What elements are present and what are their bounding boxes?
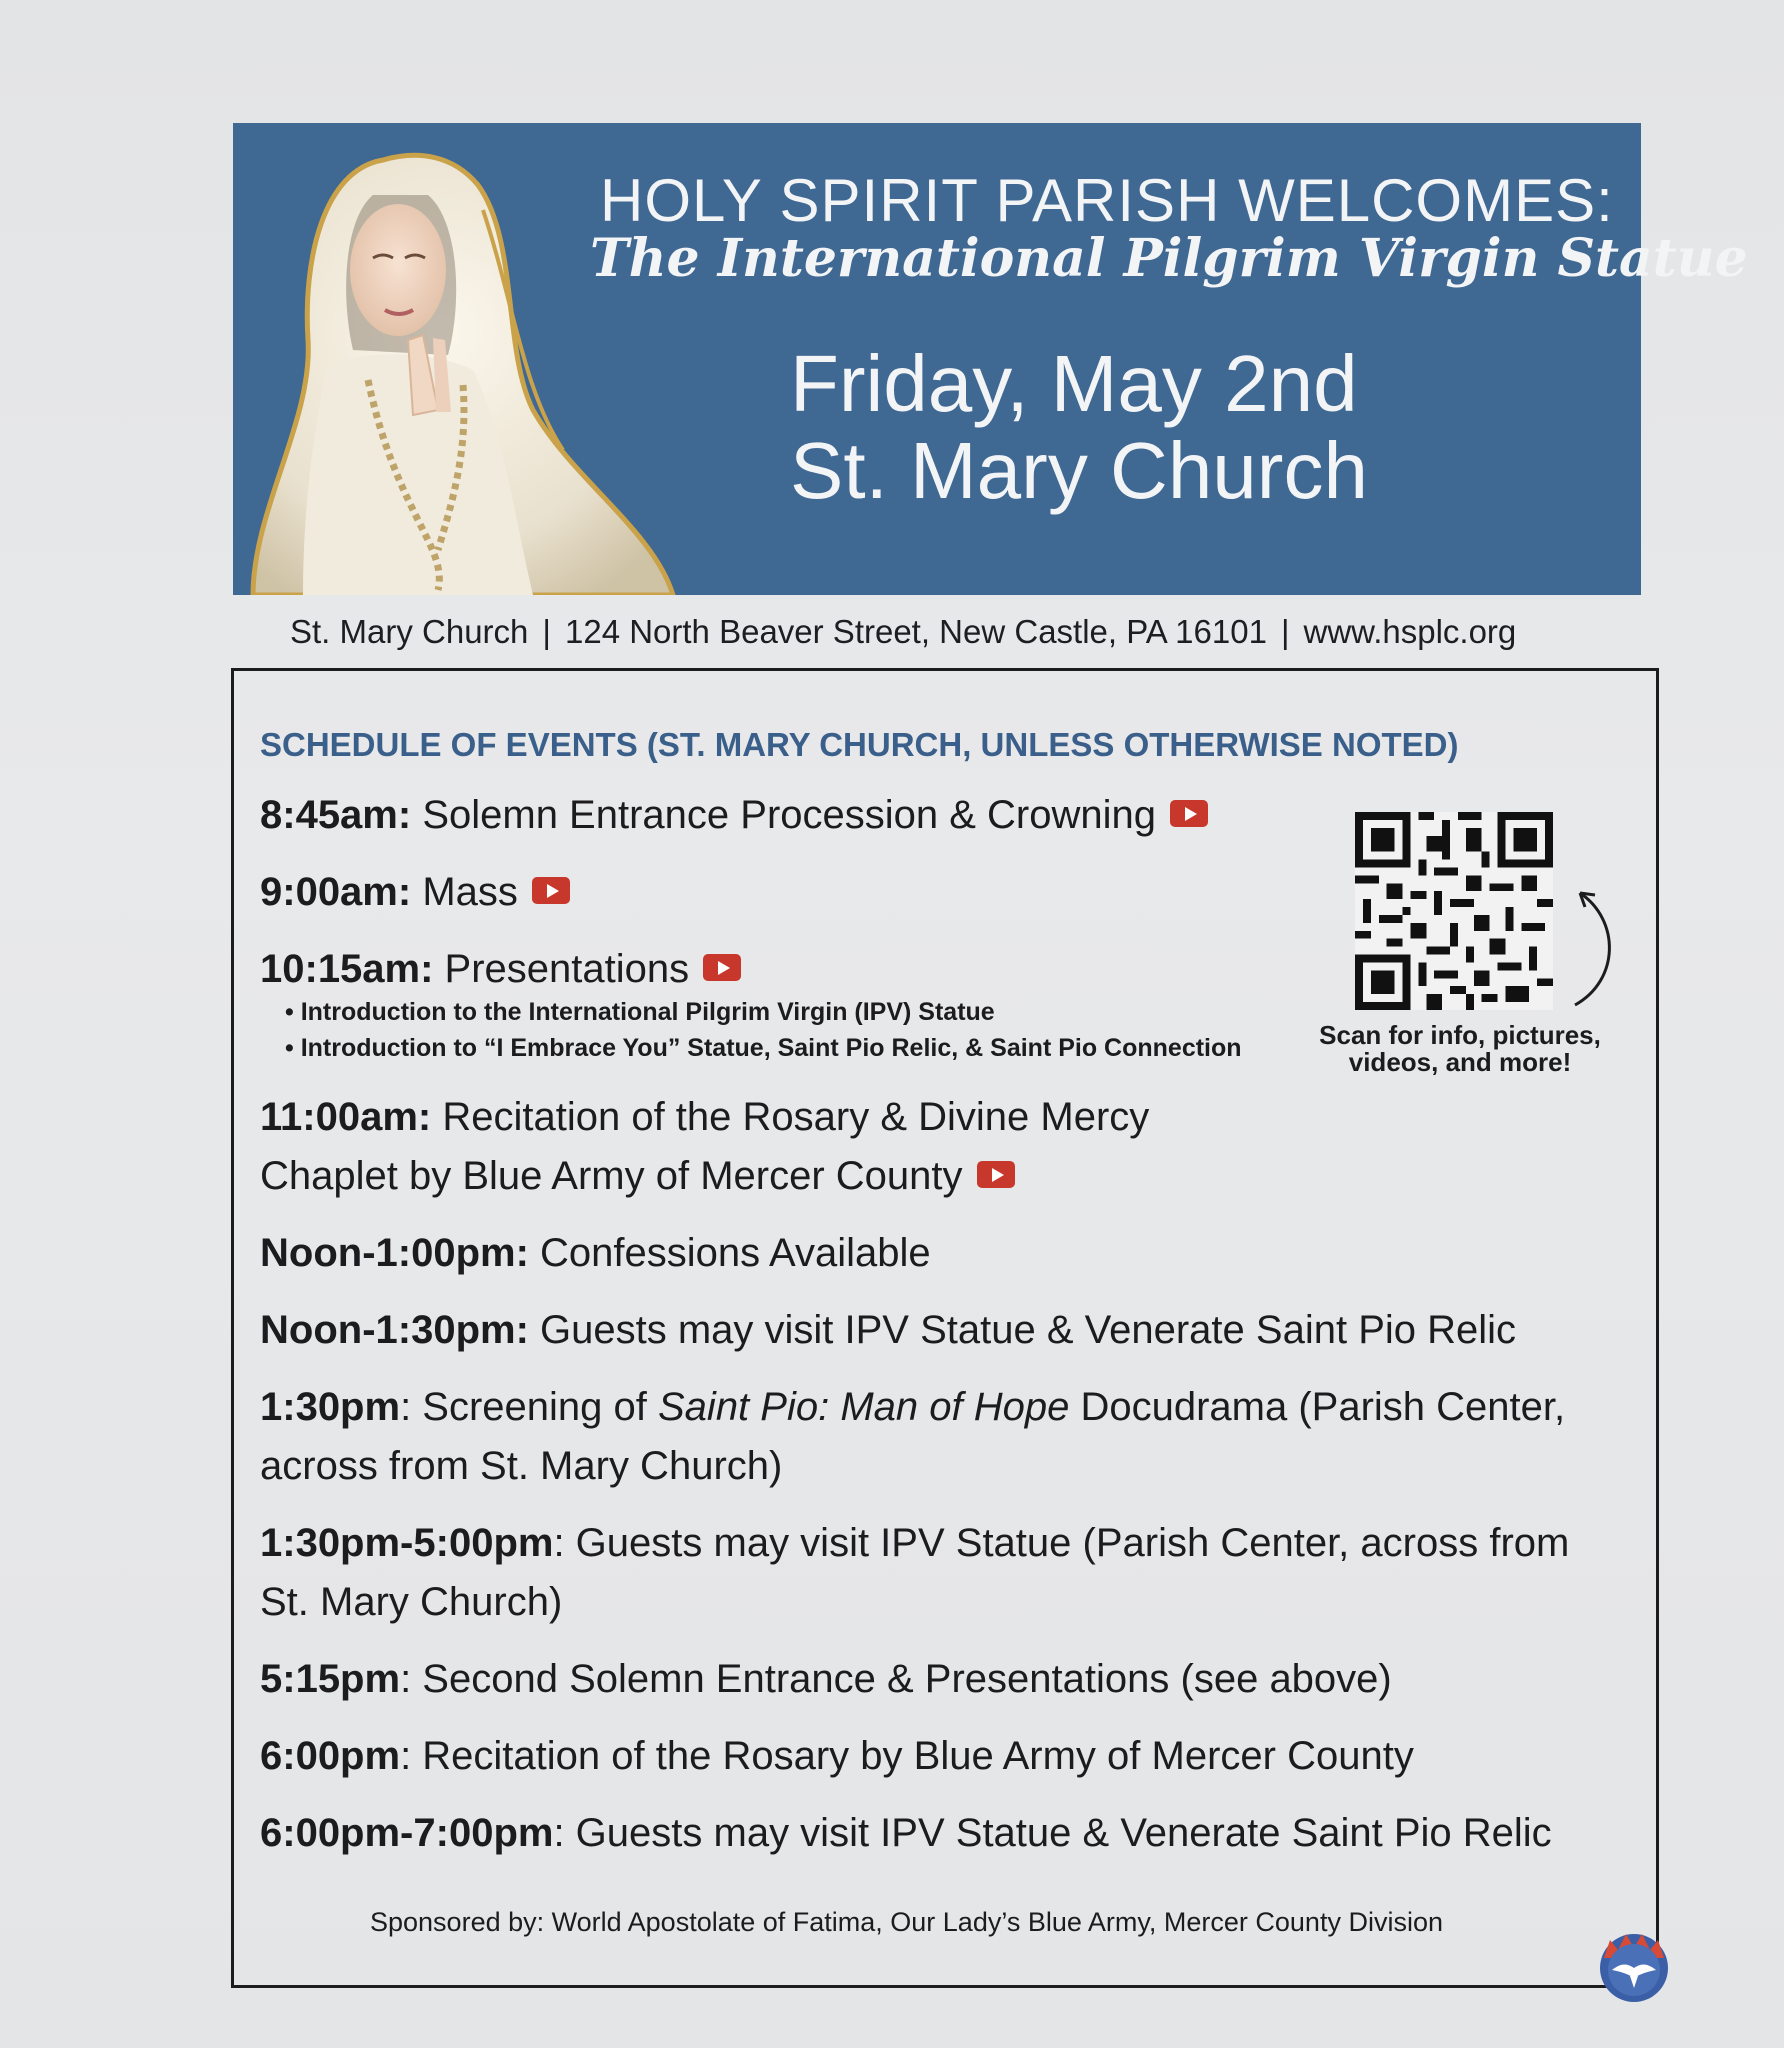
event-text: St. Mary Church) (260, 1580, 563, 1624)
event-time: Noon-1:30pm: (260, 1308, 529, 1352)
video-play-icon[interactable] (977, 1161, 1015, 1188)
event-item (260, 862, 570, 922)
schedule-heading: SCHEDULE OF EVENTS (ST. MARY CHURCH, UNLESS OTHERWISE NOTED) (260, 726, 1459, 763)
event-item-continued (260, 1572, 562, 1632)
event-date: Friday, May 2nd (790, 339, 1358, 428)
qr-caption-line: Scan for info, pictures, (1319, 1020, 1601, 1050)
event-time: 6:00pm-7:00pm (260, 1811, 554, 1855)
presentation-bullet: • Introduction to the International Pilgrim Virgin (IPV) Statue (285, 998, 995, 1026)
qr-caption (1300, 1022, 1620, 1076)
banner-headline: HOLY SPIRIT PARISH WELCOMES: (600, 167, 1614, 234)
blue-army-dove-emblem-icon (1596, 1928, 1672, 2004)
event-text: Docudrama (Parish Center, (1069, 1385, 1566, 1429)
event-item (260, 1377, 1565, 1437)
video-play-icon[interactable] (703, 954, 741, 981)
event-item (260, 1513, 1569, 1573)
event-time: 11:00am: (260, 1095, 432, 1139)
event-item-continued (260, 1146, 1015, 1206)
banner-subheadline: The International Pilgrim Virgin Statue (590, 228, 1748, 289)
event-time: 8:45am: (260, 793, 412, 837)
event-item (260, 785, 1208, 845)
video-play-icon[interactable] (1170, 800, 1208, 827)
event-time: Noon-1:00pm: (260, 1231, 529, 1275)
event-text: Guests may visit IPV Statue & Venerate Saint Pio Relic (528, 1308, 1517, 1352)
event-text: Recitation of the Rosary & Divine Mercy (431, 1095, 1150, 1139)
qr-caption-line: videos, and more! (1348, 1047, 1572, 1077)
film-title: Saint Pio: Man of Hope (658, 1385, 1070, 1429)
event-item (260, 939, 741, 999)
event-time: 10:15am: (260, 947, 434, 991)
event-time: 1:30pm-5:00pm (260, 1521, 554, 1565)
event-time: 1:30pm (260, 1385, 401, 1429)
event-time: 9:00am: (260, 870, 412, 914)
event-time: 5:15pm (260, 1657, 401, 1701)
event-item (260, 1649, 1392, 1709)
address-line (290, 613, 1516, 651)
sponsor-line: Sponsored by: World Apostolate of Fatima, Our Lady’s Blue Army, Mercer County Division (370, 1907, 1443, 1937)
event-item (260, 1726, 1414, 1786)
event-item (260, 1087, 1149, 1147)
address-church: St. Mary Church (290, 613, 529, 650)
event-text: Presentations (433, 947, 690, 991)
event-text: : Guests may visit IPV Statue (Parish Center, across from (553, 1521, 1570, 1565)
address-separator: | (1280, 613, 1290, 650)
bullet-text: Introduction to “I Embrace You” Statue, Saint Pio Relic, & Saint Pio Connection (300, 1034, 1242, 1062)
curved-arrow-icon (1565, 885, 1625, 1010)
event-text: Solemn Entrance Procession & Crowning (411, 793, 1157, 837)
event-item (260, 1300, 1516, 1360)
event-item (260, 1223, 931, 1283)
qr-code-icon[interactable] (1355, 812, 1553, 1010)
event-text: : Guests may visit IPV Statue & Venerate Saint Pio Relic (553, 1811, 1552, 1855)
event-text: Mass (411, 870, 518, 914)
website-link[interactable]: www.hsplc.org (1303, 613, 1517, 650)
address-separator: | (542, 613, 551, 650)
presentation-bullet: • Introduction to “I Embrace You” Statue, Saint Pio Relic, & Saint Pio Connection (285, 1034, 1242, 1062)
event-time: 6:00pm (260, 1734, 401, 1778)
event-text: Confessions Available (528, 1231, 931, 1275)
event-text: : Recitation of the Rosary by Blue Army of Mercer County (400, 1734, 1414, 1778)
video-play-icon[interactable] (532, 877, 570, 904)
event-text: Chaplet by Blue Army of Mercer County (260, 1154, 963, 1198)
event-place: St. Mary Church (790, 426, 1368, 515)
address-street: 124 North Beaver Street, New Castle, PA 16101 (564, 613, 1267, 650)
event-text: : Screening of (400, 1385, 658, 1429)
event-item-continued (260, 1436, 782, 1496)
bullet-text: Introduction to the International Pilgrim Virgin (IPV) Statue (300, 998, 995, 1026)
event-text: across from St. Mary Church) (260, 1444, 783, 1488)
event-text: : Second Solemn Entrance & Presentations (see above) (400, 1657, 1392, 1701)
event-item (260, 1803, 1552, 1863)
